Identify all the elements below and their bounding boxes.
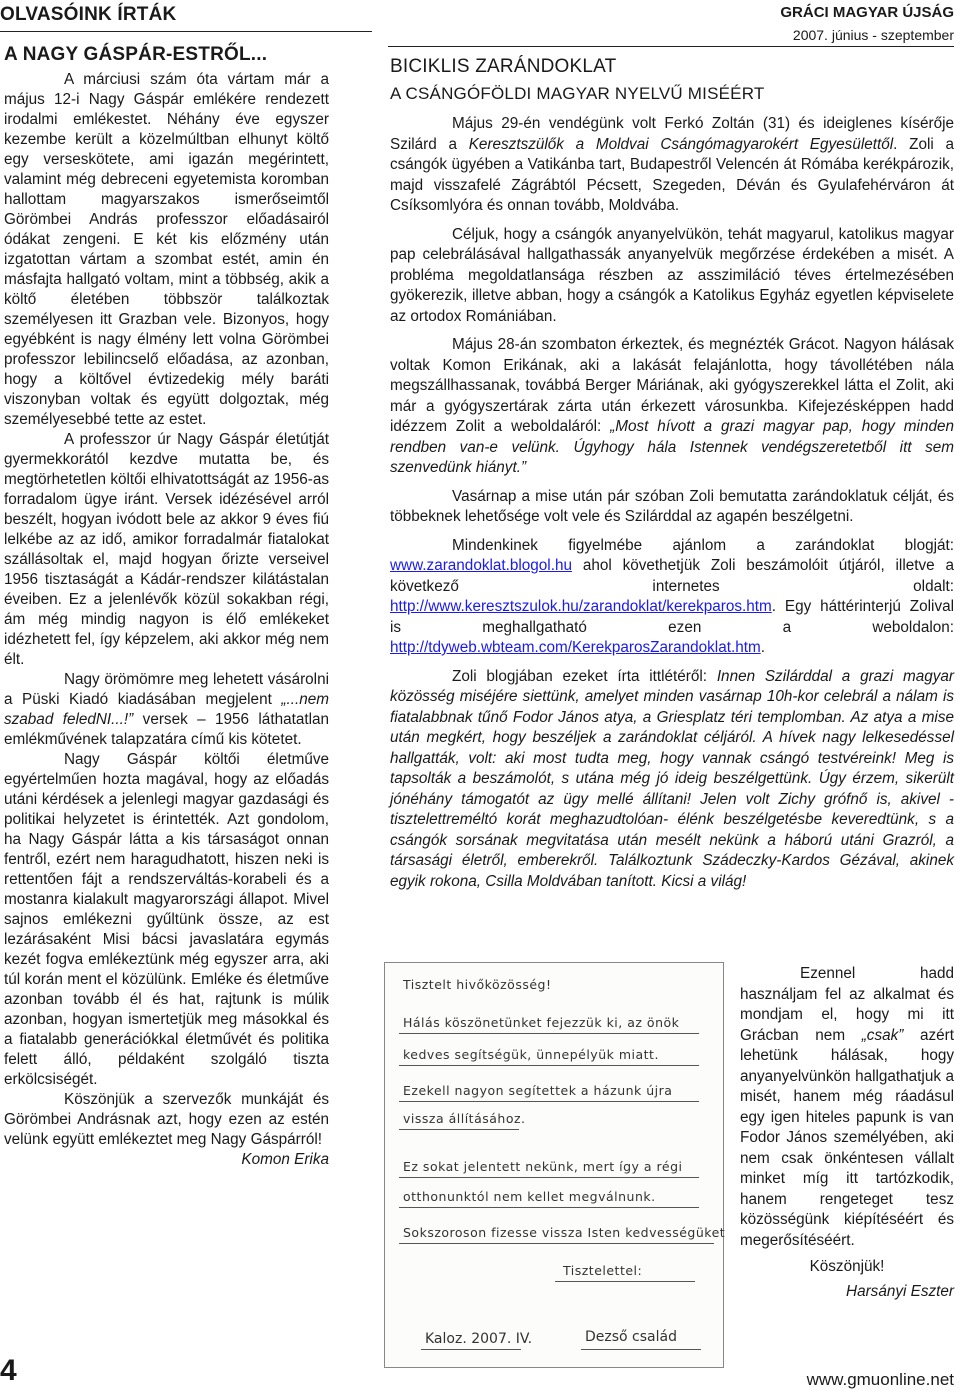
letter-line: Tisztelt hivőközösség! xyxy=(403,977,552,992)
text: azért lehetünk hálásak, hogy anyanyelvünkön hallgathatjuk a misét, hanem még ráadásul egy igen hiteles papunk is van Fodor János személyében, aki nem csak önkéntesen vállalt minket míg itt tartózkodik, hanem rengeteget tesz közösségünk kiépítéséért és megerősítéséért. xyxy=(740,1026,954,1249)
keresztszulok-link[interactable]: http://www.keresztszulok.hu/zarandoklat/kerekparos.htm xyxy=(390,598,772,615)
article-title: BICIKLIS ZARÁNDOKLAT xyxy=(390,56,617,77)
handwritten-letter-image xyxy=(384,962,724,1368)
header-rule-left xyxy=(0,31,372,32)
letter-line: Ezekell nagyon segítettek a házunk újra xyxy=(403,1083,673,1098)
text: Mindenkinek figyelmébe ajánlom a zarándoklat blogját: xyxy=(452,536,954,554)
text: . Egy háttérinterjú Zolival is meghallgatható ezen a weboldalon: xyxy=(390,598,954,636)
paragraph: A márciusi szám óta vártam már a május 12-i Nagy Gáspár emlékére rendezett irodalmi emlékestet. Néhány éve egyszer kezembe került a közelmúltban elhunyt költő egy verseskötete, ami igazán megérintett, valamint még debreceni egyetemista koromban hallottam magyarszakos ismerőseimtől Görömbei András professzor előadásairól ódákat zengeni. E két kis előzmény után izgatottan vártam a szombat estét, amin én másfajta hallgató voltam, mint a többség, akik a költő életében többször találkoztak személyesen itt Grazban vele. Bizonyos, hogy egyébként is nagy élmény lett volna Görömbei professzor lebilincselő előadása, az azonban, hogy a költővel évtizedekig mély baráti viszonyban voltak és együtt dolgoztak, még személyesebbé tette az estet. xyxy=(4,71,329,428)
thanks: Köszönjük! xyxy=(809,1258,885,1275)
article-subtitle: A CSÁNGÓFÖLDI MAGYAR NYELVŰ MISÉÉRT xyxy=(390,84,765,103)
paragraph xyxy=(390,114,954,217)
text: . xyxy=(760,639,765,656)
text: Köszönjük a szervezők munkáját és Görömbei Andrásnak azt, hogy ezen az estén velünk együtt emlékeztet meg Nagy Gáspárról! xyxy=(4,1091,329,1148)
paragraph xyxy=(390,335,954,479)
letter-line: kedves segítségük, ünnepélyük miatt. xyxy=(403,1047,659,1062)
ruled-line xyxy=(399,1207,699,1208)
letter-place-date: Kaloz. 2007. IV. xyxy=(425,1331,533,1347)
organization-name: Keresztszülők a Moldvai Csángómagyarokért Egyesülettől xyxy=(468,135,894,153)
paragraph: Céljuk, hogy a csángók anyanyelvükön, tehát magyarul, katolikus magyar pap celebrálásával hallgathassák anyanyelvük megőrzése érdekében a misét. A probléma megoldatlansága részben az asszimiláció téves értelmezésében gyökerezik, illetve abban, hogy a csángók a Katolikus Egyház egyetlen képviselete az ortodox Romániában. xyxy=(390,225,954,325)
text: versek – 1956 láthatatlan emlékművének talapzatára című kis kötetet. xyxy=(4,711,330,748)
letter-signature: Dezső család xyxy=(585,1329,677,1345)
website-url[interactable]: www.gmuonline.net xyxy=(806,1370,954,1389)
paragraph xyxy=(390,536,954,659)
ruled-line xyxy=(555,1281,695,1282)
text: Ezennel hadd használjam fel az alkalmat és mondjam el, hogy mi itt Grácban nem xyxy=(740,965,954,1044)
newspaper-name: GRÁCI MAGYAR ÚJSÁG xyxy=(780,4,954,21)
ruled-line xyxy=(399,1033,699,1034)
author-signature: Harsányi Eszter xyxy=(846,1282,954,1300)
ruled-line xyxy=(421,1349,521,1350)
ruled-line xyxy=(399,1177,699,1178)
header-rule-right xyxy=(388,46,954,47)
blog-quote: Innen Szilárddal a grazi magyar közösség miséjére siettünk, amelyet minden vasárnap 10h-kor celebrál a nálam is fiatalabbnak tűnő Fodor János atya, a Griesplatz téri templomban. Az atya a mise után megkért, hogy beszéljek a zarándoklat céljáról. A hívek nagy lelkesedéssel hallgatták, volt: aki most tudta meg, hogy vannak csángó testvéreink! Meg is tapsolták a beszámolót, s utána még jó ideig beszélgettünk. Úgy érzem, sikerült jónéhány támogatót az ügy mellé állítani! Jelen volt Zichy grófnő is, akivel -tisztelettreméltó korát meghazudtolóan- élénk beszélgetésbe keveredtünk, s a csángók sorsának megvitatása után mesélt nekünk a háború utáni Grazról, a társasági életről, emberekről. Találkoztunk Szádeczky-Kardos Gézával, akinek egyik rokona, Csilla Moldvában tanított. Kicsi a világ! xyxy=(390,667,954,890)
text: Nagy örömömre meg lehetett vásárolni a Püski Kiadó kiadásában megjelent xyxy=(4,671,329,708)
letter-line: otthonunktól nem kellet megválnunk. xyxy=(403,1189,656,1204)
article-nagy-gaspar xyxy=(4,44,329,1170)
text: Május 28-án szombaton érkeztek, és megnézték Grácot. Nagyon hálásak voltak Komon Erikának, aki a lakását felajánlotta, hogy távollétében nála megszállhassanak, továbbá Berger Máriának, aki gyógyszerekkel látta el Zolit, aki már a gyógyszertárak zárta után érkezett városunkba. Kifejezésképpen hadd idézzem Zolit a weboldaláról: xyxy=(390,336,954,435)
emphasis: „csak” xyxy=(861,1026,904,1044)
letter-line: Hálás köszönetünket fejezzük ki, az önök xyxy=(403,1015,680,1030)
issue-date: 2007. június - szeptember xyxy=(792,27,954,43)
book-title: „...nem szabad feledNI...!” xyxy=(4,691,329,728)
letter-line: Ez sokat jelentett nekünk, mert így a régi xyxy=(403,1159,683,1174)
text: ahol követhetjük Zoli beszámolóit útjáról, illetve a következő internetes oldalt: xyxy=(390,557,954,595)
text: Május 29-én vendégünk volt Ferkó Zoltán (31) és ideiglenes kísérője Szilárd a xyxy=(390,115,954,153)
paragraph: Vasárnap a mise után pár szóban Zoli bemutatta zarándoklatuk célját, és többeknek lehetősége volt vele és Szilárddal az agapén beszélgetni. xyxy=(390,487,954,525)
text: Zoli blogjában ezeket írta ittlétéről: xyxy=(452,667,717,685)
article-biciklis xyxy=(390,56,954,900)
side-note xyxy=(740,964,954,1302)
paragraph xyxy=(4,1090,329,1168)
paragraph xyxy=(740,964,954,1251)
interview-link[interactable]: http://tdyweb.wbteam.com/KerekparosZarandoklat.htm xyxy=(390,639,761,656)
paragraph xyxy=(390,667,954,893)
paragraph xyxy=(4,670,329,750)
blog-link[interactable]: www.zarandoklat.blogol.hu xyxy=(390,557,572,574)
ruled-line xyxy=(399,1065,699,1066)
text: . Zoli a csángók ügyében a Vatikánba tart, Budapestről Velencén át Rómába kerékpározik, majd visszafelé Zágrábtól Pécsett, Szegeden, Déván és Gyulafehérváron át Csíksomlyóra és onnan tovább, Moldvába. xyxy=(390,135,954,214)
letter-line: Sokszoroson fizesse vissza Isten kedvességüket xyxy=(403,1225,726,1240)
letter-line: vissza állításához. xyxy=(403,1111,526,1126)
ruled-line xyxy=(399,1129,519,1130)
paragraph: Nagy Gáspár költői életműve egyértelműen hozta magával, hogy az előadás utáni kérdések a jelenlegi magyar gazdasági és politikai helyzetet is érintették. Azt gondolom, ha Nagy Gáspár látta a kis társaságot onnan fentről, ezért nem haragudhatott, hiszen neki is rettentően fájt a rendszerváltás-korabeli és a mostanra kialakult magyarországi állapot. Mivel sajnos emlékezni gyűltünk össze, az est lezárásaként Misi bácsi javaslatára egymás kezét fogva emlékeztünk még egyszer arra, aki túl korán ment el közülünk. Emléke és életműve azonban tovább él és hat, rajtunk is múlik azonban, hogyan ismertetjük meg másokkal és a fiatalabb generációkkal életművét és politika felett álló, példaként szolgáló tiszta erkölcsiségét. xyxy=(4,751,329,1088)
letter-line: Tisztelettel: xyxy=(563,1263,643,1278)
author-signature: Komon Erika xyxy=(241,1151,329,1168)
ruled-line xyxy=(399,1243,714,1244)
quote: „Most hívott a grazi magyar pap, hogy minden rendben van-e velünk. Úgyhogy hála Istennek vendégszeretetből itt sem szenvedünk hiányt.” xyxy=(390,418,954,476)
page-number: 4 xyxy=(0,1354,17,1387)
ruled-line xyxy=(399,1101,699,1102)
paragraph: A professzor úr Nagy Gáspár életútját gyermekkorától kezdve mutatta be, és megtörhetetlen költői elhivatottságát az 1956-as forradalom ügye iránt. Versek idézésével arról beszélt, hogyan ivódott bele az akkor 9 éves fiú lelkébe az az idő, amikor forradalmár fiatalokat szállásoltak el, majd hogyan őrizte verseivel 1956 tisztaságát a Kádár-rendszer kilátástalan éveiben. Ez a jelenlévők közül sokakban régi, ám még mindig nagyon is élő emlékeket idézhetett fel, így képzelem, aki akkor még nem élt. xyxy=(4,431,329,668)
section-title: OLVASÓINK ÍRTÁK xyxy=(0,4,177,25)
article-title: A NAGY GÁSPÁR-ESTRŐL... xyxy=(4,44,268,65)
ruled-line xyxy=(581,1349,701,1350)
